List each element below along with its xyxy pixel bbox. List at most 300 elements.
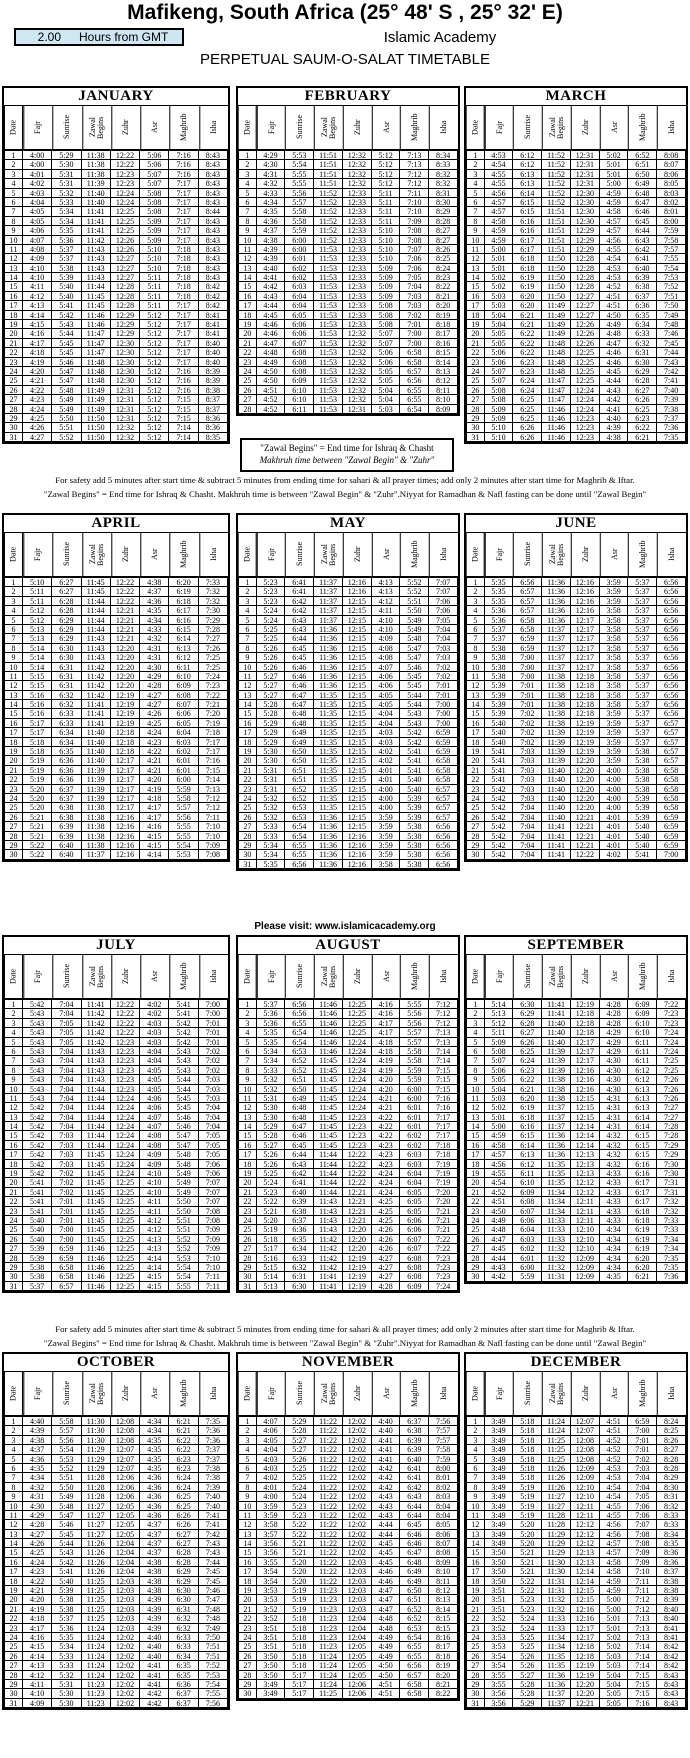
table-cell: 5:26 — [257, 1160, 286, 1169]
table-cell: 15 — [4, 1131, 23, 1140]
table-cell: 8:19 — [429, 1661, 458, 1670]
table-cell: 5:41 — [400, 747, 429, 756]
table-cell: 12 — [466, 1103, 485, 1112]
table-cell: 6:46 — [400, 1530, 429, 1539]
table-cell: 7:12 — [429, 1000, 458, 1009]
table-cell: 7:06 — [429, 606, 458, 615]
table-row — [466, 597, 686, 606]
table-row — [4, 1235, 228, 1244]
table-row — [4, 433, 228, 442]
table-cell: 7:45 — [199, 1567, 228, 1576]
table-row — [466, 1244, 686, 1253]
table-row — [4, 1009, 228, 1018]
table-cell: 28 — [238, 1671, 257, 1680]
table-cell: 3:49 — [485, 1426, 514, 1435]
table-cell: 7:58 — [657, 236, 686, 245]
table-cell: 7:02 — [199, 1066, 228, 1075]
table-row — [238, 1282, 458, 1291]
table-cell: 7:17 — [169, 311, 198, 320]
table-cell: 12:03 — [343, 1605, 372, 1614]
table-cell: 23 — [466, 358, 485, 367]
table-cell: 7:41 — [657, 376, 686, 385]
table-cell: 12:22 — [111, 587, 140, 596]
table-cell: 4:26 — [23, 423, 52, 432]
column-header: Date — [466, 533, 485, 576]
column-header: Maghrib — [628, 533, 657, 576]
table-cell: 4:58 — [485, 1141, 514, 1150]
table-cell: 8:37 — [199, 405, 228, 414]
table-cell: 5:10 — [140, 254, 169, 263]
table-cell: 14 — [4, 1122, 23, 1131]
table-cell: 4:50 — [600, 311, 629, 320]
table-row — [466, 236, 686, 245]
table-cell: 6:37 — [52, 785, 81, 794]
table-cell: 7:39 — [199, 1483, 228, 1492]
table-cell: 11:32 — [542, 1595, 571, 1604]
table-row — [466, 1699, 686, 1708]
table-cell: 12:22 — [111, 597, 140, 606]
table-row — [466, 1131, 686, 1140]
table-cell: 7:06 — [199, 1160, 228, 1169]
table-cell: 7:03 — [513, 775, 542, 784]
table-row — [4, 1511, 228, 1520]
table-cell: 7:00 — [199, 1009, 228, 1018]
table-row — [238, 151, 458, 160]
table-cell: 5:38 — [628, 756, 657, 765]
table-row — [4, 1671, 228, 1680]
table-cell: 20 — [466, 1595, 485, 1604]
table-cell: 12:32 — [343, 395, 372, 404]
table-cell: 7:00 — [628, 1426, 657, 1435]
table-row — [4, 1455, 228, 1464]
table-cell: 5:55 — [285, 170, 314, 179]
table-cell: 3:49 — [485, 1455, 514, 1464]
table-cell: 12:28 — [571, 282, 600, 291]
table-cell: 12:24 — [343, 1103, 372, 1112]
table-cell: 11:24 — [82, 1642, 111, 1651]
table-cell: 12:27 — [571, 311, 600, 320]
table-cell: 6:45 — [285, 644, 314, 653]
table-cell: 4:38 — [140, 1577, 169, 1586]
table-cell: 5:30 — [257, 1103, 286, 1112]
table-cell: 5:29 — [257, 738, 286, 747]
table-cell: 4:35 — [257, 207, 286, 216]
table-row — [4, 1019, 228, 1028]
table-row — [466, 414, 686, 423]
table-cell: 3:50 — [257, 1671, 286, 1680]
table-cell: 4:34 — [600, 1225, 629, 1234]
column-header: Date — [238, 955, 257, 998]
table-cell: 12:28 — [111, 282, 140, 291]
table-cell: 12:06 — [343, 1689, 372, 1698]
table-cell: 6:42 — [285, 606, 314, 615]
table-cell: 5:24 — [257, 1178, 286, 1187]
table-cell: 5:14 — [23, 663, 52, 672]
table-cell: 5:09 — [485, 405, 514, 414]
table-cell: 6:37 — [169, 1699, 198, 1708]
table-cell: 11:35 — [314, 785, 343, 794]
table-cell: 8:25 — [657, 1426, 686, 1435]
table-cell: 12:23 — [343, 1141, 372, 1150]
table-cell: 4:32 — [600, 1150, 629, 1159]
table-cell: 12:24 — [343, 1038, 372, 1047]
table-cell: 18 — [238, 1160, 257, 1169]
table-cell: 12:22 — [111, 1019, 140, 1028]
table-cell: 4:03 — [257, 1455, 286, 1464]
table-cell: 6:08 — [169, 691, 198, 700]
table-cell: 6:44 — [400, 1502, 429, 1511]
table-cell: 4:38 — [23, 1436, 52, 1445]
table-cell: 6:19 — [628, 1235, 657, 1244]
table-cell: 12:23 — [343, 1122, 372, 1131]
table-cell: 12:22 — [343, 1150, 372, 1159]
table-cell: 11:28 — [82, 1473, 111, 1482]
table-cell: 8:08 — [657, 151, 686, 160]
table-cell: 12:16 — [571, 1085, 600, 1094]
table-cell: 4:03 — [372, 728, 401, 737]
table-cell: 5:10 — [372, 245, 401, 254]
table-cell: 4:19 — [23, 358, 52, 367]
table-row — [466, 1661, 686, 1670]
table-cell: 23 — [4, 1207, 23, 1216]
table-cell: 4:55 — [600, 1511, 629, 1520]
table-cell: 12:19 — [343, 1282, 372, 1291]
table-cell: 2 — [466, 1009, 485, 1018]
table-cell: 5:35 — [485, 587, 514, 596]
table-cell: 4 — [4, 1028, 23, 1037]
table-cell: 11:37 — [314, 587, 343, 596]
table-cell: 29 — [466, 841, 485, 850]
table-cell: 3:58 — [600, 663, 629, 672]
table-cell: 11:43 — [314, 1207, 343, 1216]
table-cell: 8:38 — [657, 1586, 686, 1595]
table-cell: 12:32 — [111, 433, 140, 442]
table-cell: 4:27 — [140, 691, 169, 700]
table-cell: 6:56 — [657, 578, 686, 587]
table-cell: 5:12 — [140, 376, 169, 385]
table-cell: 11:24 — [314, 1680, 343, 1689]
table-cell: 6:08 — [285, 348, 314, 357]
table-cell: 3:59 — [600, 587, 629, 596]
table-cell: 6:34 — [52, 728, 81, 737]
table-row — [466, 1122, 686, 1131]
column-header: Asr — [140, 1372, 169, 1415]
table-cell: 6:02 — [513, 1244, 542, 1253]
table-cell: 6:01 — [285, 254, 314, 263]
table-cell: 6:01 — [513, 1254, 542, 1263]
table-cell: 4:29 — [600, 1028, 629, 1037]
table-cell: 4:22 — [23, 1577, 52, 1586]
table-cell: 8:27 — [429, 236, 458, 245]
table-cell: 5:36 — [485, 606, 514, 615]
table-cell: 5:17 — [23, 728, 52, 737]
table-cell: 20 — [238, 1178, 257, 1187]
table-cell: 12:08 — [111, 1417, 140, 1426]
table-cell: 12:03 — [111, 1577, 140, 1586]
table-cell: 7:30 — [199, 606, 228, 615]
table-cell: 11:51 — [314, 160, 343, 169]
table-cell: 3 — [466, 1436, 485, 1445]
table-cell: 9 — [4, 1492, 23, 1501]
table-cell: 4:11 — [23, 282, 52, 291]
table-cell: 6:15 — [513, 1131, 542, 1140]
table-cell: 7:00 — [513, 653, 542, 662]
table-cell: 30 — [4, 1689, 23, 1698]
table-row — [238, 1075, 458, 1084]
table-cell: 4:19 — [140, 785, 169, 794]
table-cell: 28 — [4, 405, 23, 414]
table-cell: 29 — [4, 414, 23, 423]
table-cell: 5:37 — [628, 634, 657, 643]
table-cell: 8:36 — [657, 1558, 686, 1567]
table-cell: 3:51 — [485, 1586, 514, 1595]
table-cell: 3 — [238, 597, 257, 606]
table-cell: 11 — [4, 245, 23, 254]
table-cell: 7:23 — [429, 1263, 458, 1272]
table-cell: 8:25 — [429, 254, 458, 263]
table-cell: 6:58 — [513, 616, 542, 625]
table-cell: 11:25 — [82, 1595, 111, 1604]
table-cell: 17 — [238, 1150, 257, 1159]
table-cell: 5:25 — [513, 1633, 542, 1642]
table-cell: 7 — [238, 634, 257, 643]
table-cell: 6:10 — [285, 386, 314, 395]
column-header: Fajr — [485, 106, 514, 149]
table-cell: 6:52 — [628, 151, 657, 160]
table-cell: 7:23 — [429, 1272, 458, 1281]
table-cell: 11:52 — [314, 207, 343, 216]
table-cell: 4:03 — [140, 1028, 169, 1037]
table-cell: 12:20 — [111, 672, 140, 681]
table-cell: 4:34 — [600, 1235, 629, 1244]
table-cell: 3 — [238, 1019, 257, 1028]
table-cell: 7:08 — [199, 1207, 228, 1216]
table-cell: 12:18 — [111, 728, 140, 737]
table-cell: 7:03 — [400, 301, 429, 310]
table-cell: 6:17 — [513, 245, 542, 254]
table-cell: 6:06 — [169, 709, 198, 718]
table-cell: 7:02 — [628, 1455, 657, 1464]
table-cell: 5:06 — [485, 348, 514, 357]
table-row — [238, 1426, 458, 1435]
table-cell: 4:05 — [372, 691, 401, 700]
table-cell: 4:22 — [140, 747, 169, 756]
table-row — [4, 1160, 228, 1169]
table-cell: 4:57 — [600, 1548, 629, 1557]
table-cell: 11:41 — [542, 822, 571, 831]
table-cell: 12:16 — [571, 1605, 600, 1614]
table-cell: 8:18 — [429, 1652, 458, 1661]
table-cell: 5:10 — [140, 264, 169, 273]
table-cell: 4:39 — [140, 1595, 169, 1604]
table-cell: 6:12 — [169, 653, 198, 662]
table-cell: 12:23 — [111, 179, 140, 188]
table-cell: 5:49 — [169, 1188, 198, 1197]
table-cell: 5:02 — [600, 1633, 629, 1642]
table-cell: 11:39 — [82, 179, 111, 188]
table-cell: 4:31 — [140, 644, 169, 653]
table-cell: 8:17 — [429, 329, 458, 338]
table-cell: 6:59 — [513, 634, 542, 643]
table-cell: 11:37 — [542, 1113, 571, 1122]
table-cell: 4:14 — [23, 311, 52, 320]
table-cell: 5:43 — [23, 1075, 52, 1084]
table-cell: 4:11 — [140, 1197, 169, 1206]
table-cell: 5:34 — [52, 217, 81, 226]
table-cell: 4:49 — [372, 1633, 401, 1642]
table-row — [238, 841, 458, 850]
table-row — [4, 1426, 228, 1435]
table-cell: 8:13 — [429, 367, 458, 376]
table-cell: 11:46 — [542, 405, 571, 414]
table-cell: 4:43 — [372, 1502, 401, 1511]
column-headers — [466, 533, 686, 578]
table-cell: 6:17 — [628, 1188, 657, 1197]
table-cell: 6:04 — [400, 1178, 429, 1187]
table-cell: 12:17 — [111, 785, 140, 794]
table-cell: 7:17 — [429, 1122, 458, 1131]
table-cell: 3:53 — [485, 1642, 514, 1651]
table-cell: 4:55 — [600, 245, 629, 254]
table-cell: 3 — [238, 1436, 257, 1445]
table-row — [4, 1244, 228, 1253]
table-row — [4, 1483, 228, 1492]
table-cell: 12:31 — [571, 170, 600, 179]
table-cell: 7:16 — [628, 1699, 657, 1708]
table-cell: 7:02 — [513, 738, 542, 747]
table-cell: 4:41 — [600, 405, 629, 414]
table-cell: 7:36 — [199, 1426, 228, 1435]
table-cell: 5:59 — [285, 226, 314, 235]
table-cell: 11:22 — [314, 1567, 343, 1576]
table-cell: 6:21 — [513, 320, 542, 329]
table-row — [466, 1085, 686, 1094]
table-cell: 4:33 — [600, 1197, 629, 1206]
table-cell: 9 — [466, 1075, 485, 1084]
table-cell: 11:30 — [542, 1558, 571, 1567]
table-cell: 6:06 — [400, 1216, 429, 1225]
table-cell: 8:35 — [199, 433, 228, 442]
table-cell: 12:17 — [111, 794, 140, 803]
table-cell: 6:46 — [285, 681, 314, 690]
table-cell: 5:20 — [285, 1577, 314, 1586]
column-header: Sunrise — [513, 1372, 542, 1415]
table-cell: 5:04 — [372, 386, 401, 395]
table-cell: 11:25 — [82, 1605, 111, 1614]
table-cell: 12:19 — [111, 691, 140, 700]
table-cell: 12:32 — [343, 160, 372, 169]
table-row — [238, 756, 458, 765]
table-cell: 8:00 — [429, 1464, 458, 1473]
table-cell: 11:43 — [82, 653, 111, 662]
table-cell: 5:41 — [400, 756, 429, 765]
table-cell: 11:44 — [82, 1122, 111, 1131]
table-cell: 12:15 — [343, 663, 372, 672]
table-cell: 11:46 — [314, 1009, 343, 1018]
table-cell: 11:28 — [542, 1511, 571, 1520]
table-row — [4, 348, 228, 357]
table-cell: 3 — [4, 1019, 23, 1028]
table-cell: 5:06 — [485, 1066, 514, 1075]
table-cell: 11:38 — [82, 841, 111, 850]
column-header: Zuhr — [571, 955, 600, 998]
table-cell: 7:12 — [429, 1019, 458, 1028]
table-cell: 12:18 — [571, 1009, 600, 1018]
table-cell: 12:25 — [111, 1207, 140, 1216]
table-row — [466, 822, 686, 831]
table-cell: 11:35 — [542, 1661, 571, 1670]
table-row — [466, 1160, 686, 1169]
table-cell: 11:25 — [542, 1436, 571, 1445]
table-cell: 5:45 — [400, 672, 429, 681]
table-cell: 4:34 — [140, 616, 169, 625]
table-cell: 5:09 — [140, 217, 169, 226]
table-cell: 6:49 — [400, 1567, 429, 1576]
table-cell: 6:48 — [285, 709, 314, 718]
table-cell: 5:18 — [285, 1652, 314, 1661]
table-cell: 4:56 — [485, 1160, 514, 1169]
table-cell: 12:33 — [343, 282, 372, 291]
table-cell: 24 — [4, 367, 23, 376]
table-cell: 6:23 — [513, 1066, 542, 1075]
table-cell: 5:24 — [257, 616, 286, 625]
table-cell: 4:54 — [600, 1483, 629, 1492]
table-cell: 6:04 — [400, 1169, 429, 1178]
table-cell: 5:30 — [257, 756, 286, 765]
table-cell: 5:23 — [285, 1511, 314, 1520]
table-cell: 6:02 — [169, 747, 198, 756]
table-cell: 8:01 — [429, 1473, 458, 1482]
table-cell: 7:04 — [52, 1122, 81, 1131]
table-cell: 8:01 — [657, 207, 686, 216]
table-cell: 5:24 — [285, 1483, 314, 1492]
table-cell: 7:11 — [199, 1272, 228, 1281]
table-cell: 6:34 — [52, 738, 81, 747]
table-cell: 7:07 — [429, 587, 458, 596]
table-cell: 7:22 — [429, 1235, 458, 1244]
table-cell: 5:43 — [23, 1094, 52, 1103]
table-row — [238, 625, 458, 634]
table-cell: 3:52 — [257, 1614, 286, 1623]
table-cell: 5:11 — [372, 217, 401, 226]
table-cell: 12:16 — [571, 606, 600, 615]
table-cell: 4:21 — [140, 766, 169, 775]
table-cell: 6:56 — [657, 644, 686, 653]
table-cell: 12:02 — [343, 1436, 372, 1445]
table-cell: 4:23 — [23, 1567, 52, 1576]
table-cell: 6:17 — [513, 236, 542, 245]
table-row — [466, 1169, 686, 1178]
table-cell: 5:41 — [485, 747, 514, 756]
table-cell: 11:22 — [314, 1455, 343, 1464]
table-cell: 7:04 — [513, 850, 542, 859]
table-cell: 12:12 — [571, 1178, 600, 1187]
table-cell: 6:58 — [657, 775, 686, 784]
table-row — [238, 236, 458, 245]
table-cell: 4:10 — [140, 1178, 169, 1187]
table-cell: 11:36 — [314, 841, 343, 850]
table-cell: 4:05 — [23, 217, 52, 226]
table-cell: 25 — [238, 1642, 257, 1651]
table-cell: 5:39 — [485, 681, 514, 690]
table-cell: 3 — [4, 597, 23, 606]
table-cell: 11:22 — [314, 1483, 343, 1492]
table-cell: 12:29 — [571, 226, 600, 235]
table-cell: 4:50 — [257, 376, 286, 385]
table-cell: 6:52 — [400, 1605, 429, 1614]
table-row — [4, 1197, 228, 1206]
table-cell: 5:37 — [628, 625, 657, 634]
